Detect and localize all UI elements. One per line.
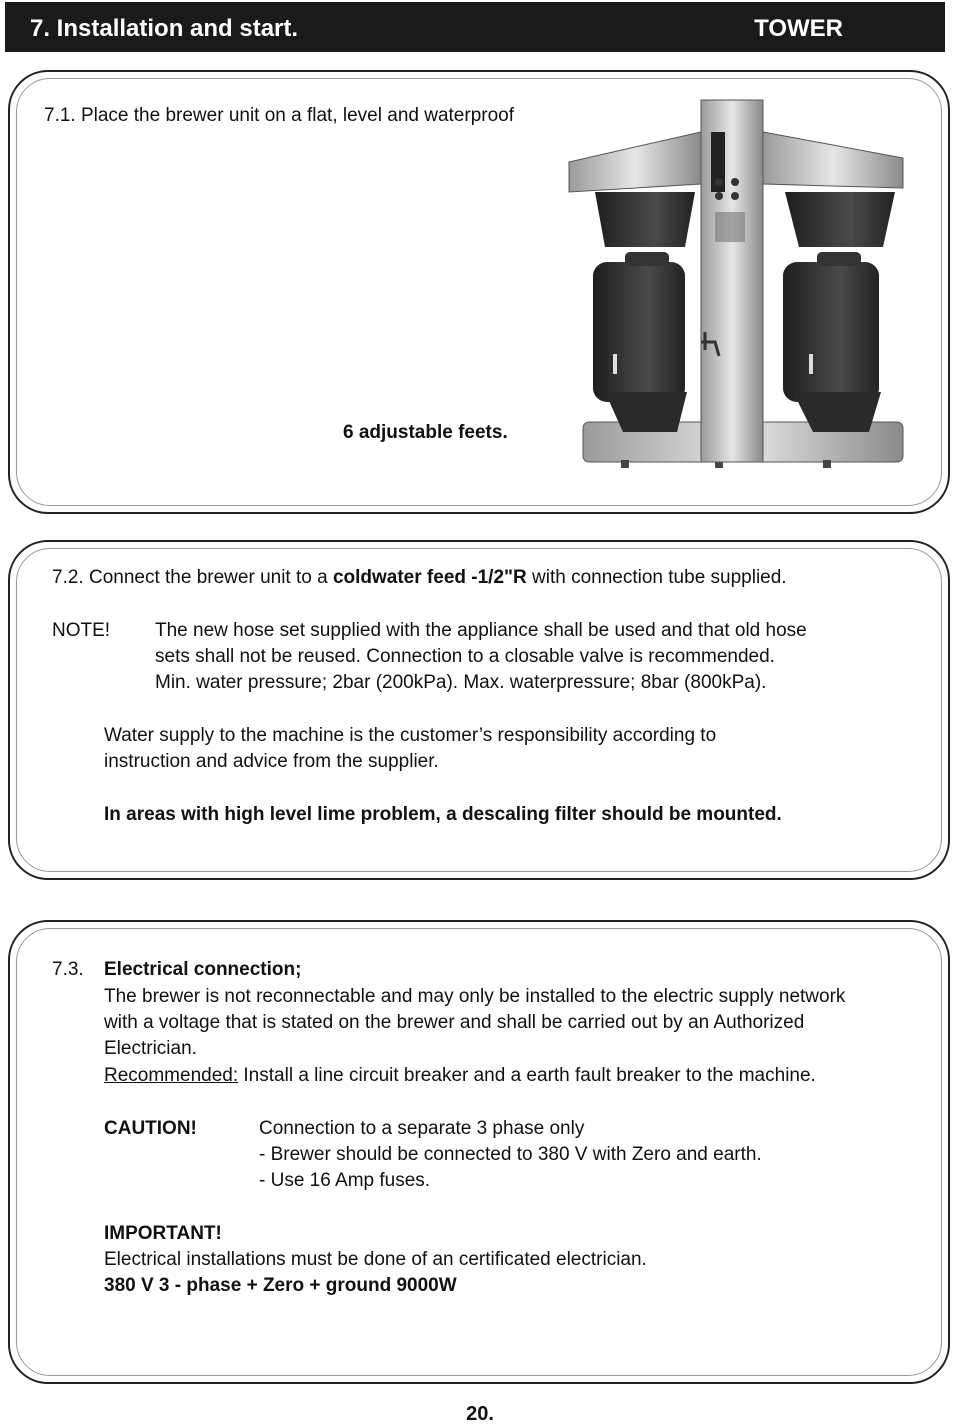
power-spec: 380 V 3 - phase + Zero + ground 9000W [104, 1275, 457, 1296]
adjustable-feet-caption: 6 adjustable feets. [343, 422, 508, 443]
recommended-label: Recommended: [104, 1065, 239, 1086]
important-text: Electrical installations must be done of an certificated electrician. [104, 1249, 647, 1270]
important-label: IMPORTANT! [104, 1223, 222, 1244]
step-7-2 [52, 565, 787, 591]
caution-line: Connection to a separate 3 phase only [259, 1118, 585, 1139]
note-label: NOTE! [52, 620, 111, 641]
note-line: sets shall not be reused. Connection to a closable valve is recommended. [155, 646, 775, 667]
model-name: TOWER [754, 15, 843, 42]
supply-line: instruction and advice from the supplier. [104, 751, 439, 772]
electrical-body-line: The brewer is not reconnectable and may only be installed to the electric supply network [104, 986, 846, 1007]
caution-line: - Brewer should be connected to 380 V with Zero and earth. [259, 1144, 762, 1165]
step-7-2-suffix: with connection tube supplied. [526, 567, 787, 588]
section-title: 7. Installation and start. [30, 15, 299, 42]
section-header-bar [5, 2, 945, 52]
lime-warning: In areas with high level lime problem, a descaling filter should be mounted. [104, 804, 782, 825]
water-connection-panel [8, 540, 950, 880]
coldwater-feed-spec: coldwater feed -1/2"R [332, 567, 527, 588]
caution-line: - Use 16 Amp fuses. [259, 1170, 431, 1191]
supply-line: Water supply to the machine is the customer’s responsibility according to [104, 725, 717, 746]
step-7-1: 7.1. Place the brewer unit on a flat, level and waterproof [44, 105, 514, 126]
caution-label: CAUTION! [104, 1118, 197, 1139]
brewer-machine-illustration [555, 92, 915, 480]
step-7-2-prefix: 7.2. Connect the brewer unit to a [52, 567, 333, 588]
electrical-body-line: with a voltage that is stated on the brewer and shall be carried out by an Authorized [104, 1012, 805, 1033]
note-line: The new hose set supplied with the appliance shall be used and that old hose [155, 620, 807, 641]
electrical-heading: Electrical connection; [104, 959, 302, 980]
note-line: Min. water pressure; 2bar (200kPa). Max. waterpressure; 8bar (800kPa). [155, 672, 767, 693]
recommended-text: Install a line circuit breaker and a earth fault breaker to the machine. [238, 1065, 816, 1086]
step-7-3-number: 7.3. [52, 959, 84, 980]
page-number: 20. [466, 1403, 494, 1425]
electrical-body-line: Electrician. [104, 1038, 197, 1059]
recommended-line [104, 1063, 816, 1089]
